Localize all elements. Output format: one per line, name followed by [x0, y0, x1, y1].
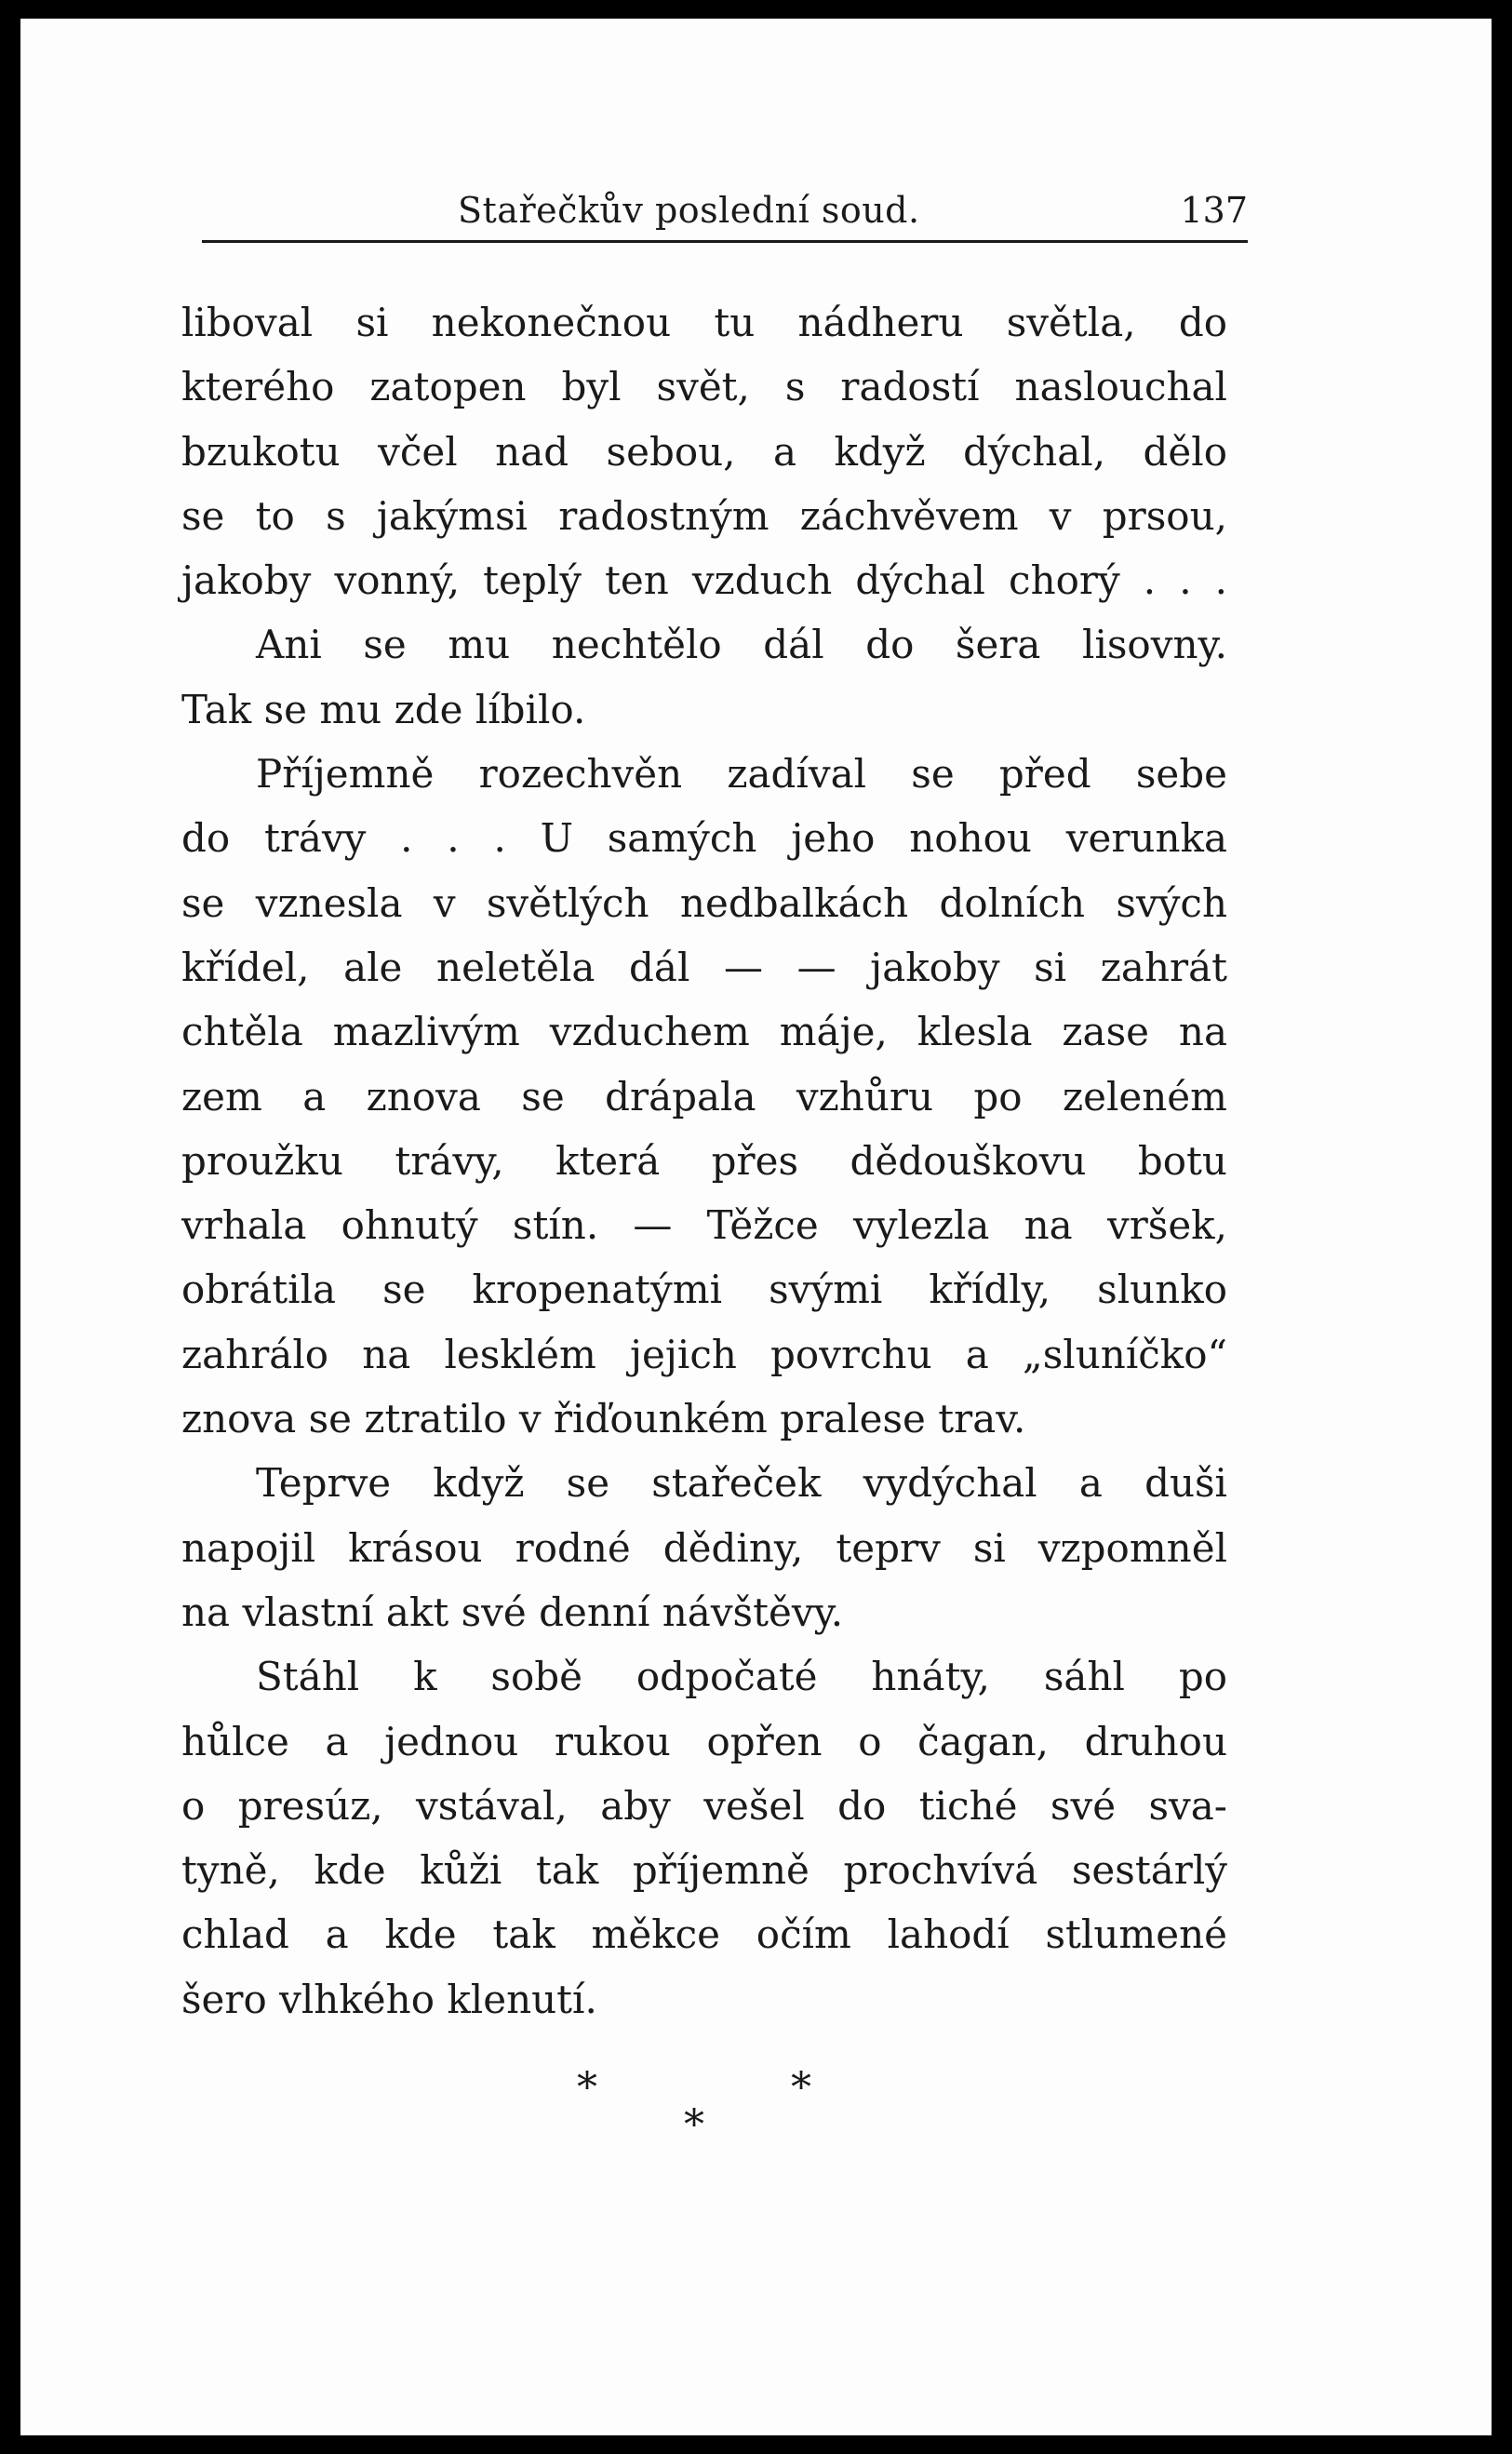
asterisk: * [791, 2064, 811, 2112]
text-line: se vznesla v světlých nedbalkách dolních svých [181, 879, 1227, 926]
text-line: se to s jakýmsi radostným záchvěvem v prsou, [181, 492, 1227, 539]
body-text [181, 290, 1227, 2032]
text-line: o presúz, vstával, aby vešel do tiché své sva- [181, 1782, 1227, 1829]
text-line: kterého zatopen byl svět, s radostí naslouchal [181, 364, 1227, 410]
running-title: Stařečkův poslední soud. [458, 190, 920, 231]
asterisk: * [684, 2101, 704, 2149]
text-line: tyně, kde kůži tak příjemně prochvívá sestárlý [181, 1847, 1227, 1894]
text-line: liboval si nekonečnou tu nádheru světla, do [181, 300, 1227, 345]
running-header [202, 188, 1248, 243]
text-line: Příjemně rozechvěn zadíval se před sebe [256, 751, 1227, 798]
text-line: proužku trávy, která přes dědouškovu botu [181, 1137, 1227, 1184]
text-line: křídel, ale neletěla dál — — jakoby si zahrát [181, 944, 1227, 990]
text-line: napojil krásou rodné dědiny, teprv si vzpomněl [181, 1524, 1227, 1571]
text-line: jakoby vonný, teplý ten vzduch dýchal chorý . . . [181, 557, 1227, 604]
asterisk: * [577, 2064, 597, 2112]
page-number: 137 [1180, 190, 1248, 231]
text-line: bzukotu včel nad sebou, a když dýchal, dělo [181, 428, 1227, 475]
section-break-asterism [181, 2064, 1227, 2157]
text-line: Stáhl k sobě odpočaté hnáty, sáhl po [256, 1654, 1227, 1700]
text-line: zahrálo na lesklém jejich povrchu a „sluníčko“ [181, 1331, 1227, 1377]
text-line: zem a znova se drápala vzhůru po zeleném [181, 1073, 1227, 1120]
text-line: chlad a kde tak měkce očím lahodí stlumené [181, 1911, 1227, 1958]
text-line: znova se ztratilo v řiďounkém pralese trav. [181, 1396, 1026, 1442]
text-line: Tak se mu zde líbilo. [181, 686, 586, 732]
text-line: Ani se mu nechtělo dál do šera lisovny. [256, 622, 1227, 668]
text-line: do trávy . . . U samých jeho nohou verunka [181, 815, 1227, 862]
text-line: obrátila se kropenatými svými křídly, slunko [181, 1267, 1227, 1313]
text-line: šero vlhkého klenutí. [181, 1976, 597, 2022]
text-line: vrhala ohnutý stín. — Těžce vylezla na vršek, [181, 1202, 1227, 1249]
text-line: na vlastní akt své denní návštěvy. [181, 1589, 844, 1635]
text-line: chtěla mazlivým vzduchem máje, klesla zase na [181, 1009, 1227, 1055]
text-line: hůlce a jednou rukou opřen o čagan, druhou [181, 1718, 1227, 1764]
text-line: Teprve když se stařeček vydýchal a duši [256, 1460, 1227, 1507]
